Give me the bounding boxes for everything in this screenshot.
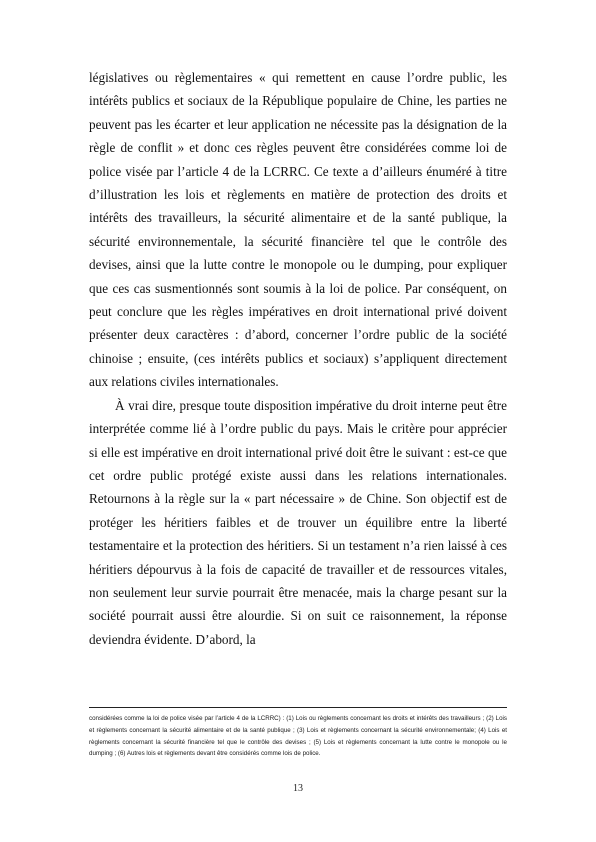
paragraph-2: À vrai dire, presque toute disposition impérative du droit interne peut être interprétée comme lié à l’ordre public du pays. Mais le critère pour apprécier si elle est impérative en droit international privé doit être le suivant : est-ce que cet ordre public protégé existe aussi dans les relations internationales. Retournons à la règle sur la « part nécessaire » de Chine. Son objectif est de protéger les héritiers faibles et de trouver un équilibre entre la liberté testamentaire et la protection des héritiers. Si un testament n’a rien laissé à ces héritiers dépourvus à la fois de capacité de travailler et de ressources vitales, non seulement leur survie pourrait être menacée, mais la charge pesant sur la société pourrait aussi être alourdie. Si on suit ce raisonnement, la réponse deviendra évidente. D’abord, la: [89, 397, 507, 647]
footnote-text: considérées comme la loi de police visée par l’article 4 de la LCRRC) : (1) Lois ou règlements concernant les droits et intérêts des travailleurs ; (2) Lois et règlements concernant la sécurité alimentaire et de la santé publique ; (3) Lois et règlements concernant la sécurité environnementale; (4) Lois et règlements concernant la sécurité financière tel que le contrôle des devises ; (5) Lois et règlements concernant la lutte contre le monopole ou le dumping ; (6) Autres lois et règlements devant être considérés comme lois de police.: [89, 715, 507, 758]
footnote-separator: [89, 707, 507, 708]
page-number: 13: [293, 783, 303, 794]
body-text: [89, 66, 507, 651]
paragraph-1: législatives ou règlementaires « qui remettent en cause l’ordre public, les intérêts publics et sociaux de la République populaire de Chine, les parties ne peuvent pas les écarter et leur application ne nécessite pas la désignation de la règle de conflit » et donc ces règles peuvent être considérées comme loi de police visée par l’article 4 de la LCRRC. Ce texte a d’ailleurs énuméré à titre d’illustration les lois et règlements en matière de protection des droits et intérêts des travailleurs, la sécurité alimentaire et de la santé publique, la sécurité environnementale, la sécurité financière tel que le contrôle des devises, ainsi que la lutte contre le monopole ou le dumping, pour expliquer que ces cas susmentionnés sont soumis à la loi de police. Par conséquent, on peut conclure que les règles impératives en droit international privé doivent présenter deux caractères : d’abord, concerner l’ordre public de la société chinoise ; ensuite, (ces intérêts publics et sociaux) s’appliquent directement aux relations civiles internationales.: [89, 70, 507, 390]
